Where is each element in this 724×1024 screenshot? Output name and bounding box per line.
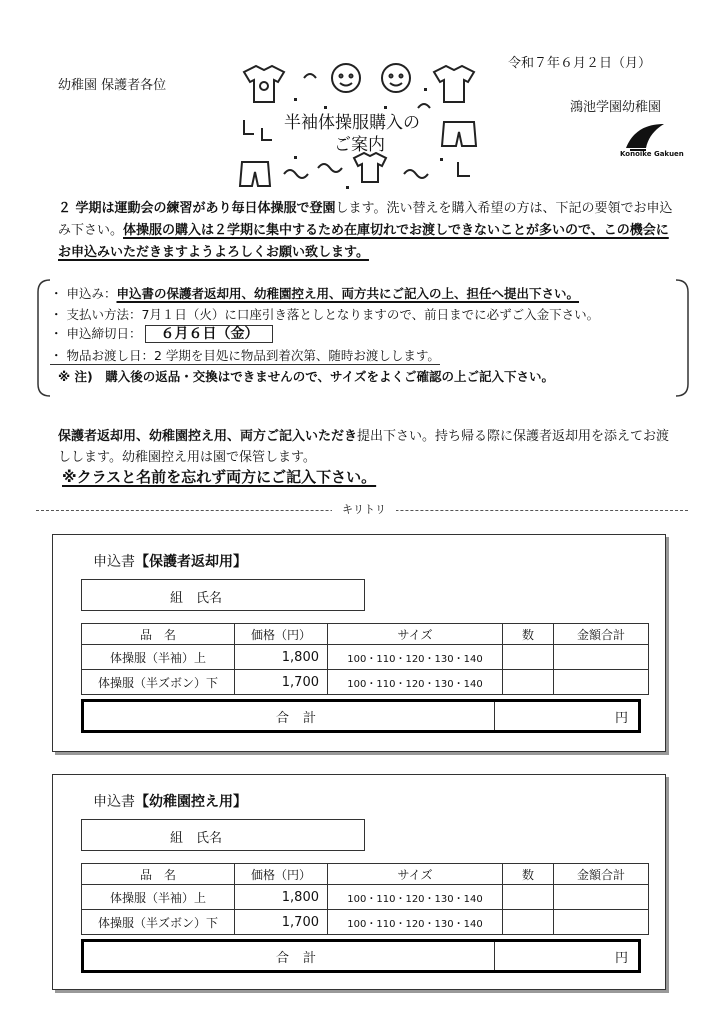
item-price: 1,800 (235, 645, 328, 670)
header-qty: 数 (503, 624, 554, 645)
intro-bold: ２ 学期は運動会の練習があり毎日体操服で登園 (58, 201, 336, 216)
header-size: サイズ (328, 864, 503, 885)
form-parent-copy (52, 534, 666, 752)
form1-title: 申込書【保護者返却用】 (93, 554, 247, 570)
header-amount: 金額合計 (554, 864, 649, 885)
title-line-2: ご案内 (334, 135, 385, 155)
form2-table (81, 863, 649, 935)
item-amount[interactable] (554, 885, 649, 910)
apply-line (50, 284, 579, 302)
total-yen: 円 (614, 951, 628, 966)
item-amount[interactable] (554, 910, 649, 935)
school-logo-text: Konoike Gakuen (620, 150, 684, 158)
addressee: 幼稚園 保護者各位 (58, 78, 167, 93)
item-name: 体操服（半袖）上 (82, 645, 235, 670)
table-row (82, 645, 649, 670)
item-sizes[interactable]: 100・110・120・130・140 (328, 885, 503, 910)
deadline-value: ６月６日（金） (145, 325, 273, 343)
item-price: 1,800 (235, 885, 328, 910)
item-name: 体操服（半ズボン）下 (82, 670, 235, 695)
item-qty[interactable] (503, 670, 554, 695)
table-header-row (82, 864, 649, 885)
header-amount: 金額合計 (554, 624, 649, 645)
table-row (82, 910, 649, 935)
form1-name-field[interactable]: 組 氏名 (81, 579, 365, 611)
form-kindergarten-copy (52, 774, 666, 990)
reminder-text: ※クラスと名前を忘れず両方にご記入下さい。 (62, 468, 377, 486)
apply-text: 申込書の保護者返却用、幼稚園控え用、両方共にご記入の上、担任へ提出下さい。 (116, 286, 579, 301)
cut-label: キリトリ (332, 501, 396, 517)
total-yen: 円 (614, 711, 628, 726)
form2-title: 申込書【幼稚園控え用】 (93, 794, 247, 810)
table-row (82, 885, 649, 910)
table-row (82, 670, 649, 695)
header-price: 価格（円） (235, 864, 328, 885)
item-qty[interactable] (503, 910, 554, 935)
item-amount[interactable] (554, 645, 649, 670)
caution-line: ※ 注) 購入後の返品・交換はできませんので、サイズをよくご確認の上ご記入下さい。 (58, 369, 554, 384)
header-size: サイズ (328, 624, 503, 645)
intro-normal: します。洗い替えを購入希望の方は、下記の要領でお申込み下さい。 (58, 201, 673, 238)
delivery-line: ・ 物品お渡し日：2 学期を目処に物品到着次第、随時お渡しします。 (50, 348, 440, 363)
item-price: 1,700 (235, 910, 328, 935)
payment-line: ・ 支払い方法：7月１日（火）に口座引き落としとなりますので、前日までに必ずご入金下さい。 (50, 307, 600, 322)
total-label: 合計 (276, 951, 331, 966)
header-qty: 数 (503, 864, 554, 885)
item-sizes[interactable]: 100・110・120・130・140 (328, 670, 503, 695)
intro-paragraph (58, 198, 680, 264)
form1-total-row[interactable] (81, 699, 641, 733)
header-item: 品 名 (82, 864, 235, 885)
document-date: 令和７年６月２日（月） (508, 56, 652, 71)
school-name: 鴻池学園幼稚園 (570, 100, 662, 115)
form2-total-row[interactable] (81, 939, 641, 973)
note-paragraph (58, 426, 680, 468)
title-line-1: 半袖体操服購入の (284, 113, 420, 133)
form2-name-field[interactable]: 組 氏名 (81, 819, 365, 851)
item-sizes[interactable]: 100・110・120・130・140 (328, 645, 503, 670)
item-amount[interactable] (554, 670, 649, 695)
apply-label: ・ 申込み： (50, 286, 117, 301)
note-bold: 保護者返却用、幼稚園控え用、両方ご記入いただき (58, 429, 358, 444)
item-qty[interactable] (503, 645, 554, 670)
intro-emphasis: 体操服の購入は２学期に集中するため在庫切れでお渡しできないことが多いので、この機会にお申込みいただきますようよろしくお願い致します。 (58, 223, 669, 260)
header-item: 品 名 (82, 624, 235, 645)
total-label: 合計 (276, 711, 331, 726)
item-qty[interactable] (503, 885, 554, 910)
item-name: 体操服（半ズボン）下 (82, 910, 235, 935)
note-rest: 提出下さい。持ち帰る際に保護者返却用を添えてお渡しします。幼稚園控え用は園で保管します。 (58, 429, 670, 465)
item-name: 体操服（半袖）上 (82, 885, 235, 910)
deadline-label: ・ 申込締切日： (50, 326, 142, 341)
item-price: 1,700 (235, 670, 328, 695)
item-sizes[interactable]: 100・110・120・130・140 (328, 910, 503, 935)
form1-table (81, 623, 649, 695)
header-price: 価格（円） (235, 624, 328, 645)
table-header-row (82, 624, 649, 645)
deadline-line (50, 323, 273, 343)
